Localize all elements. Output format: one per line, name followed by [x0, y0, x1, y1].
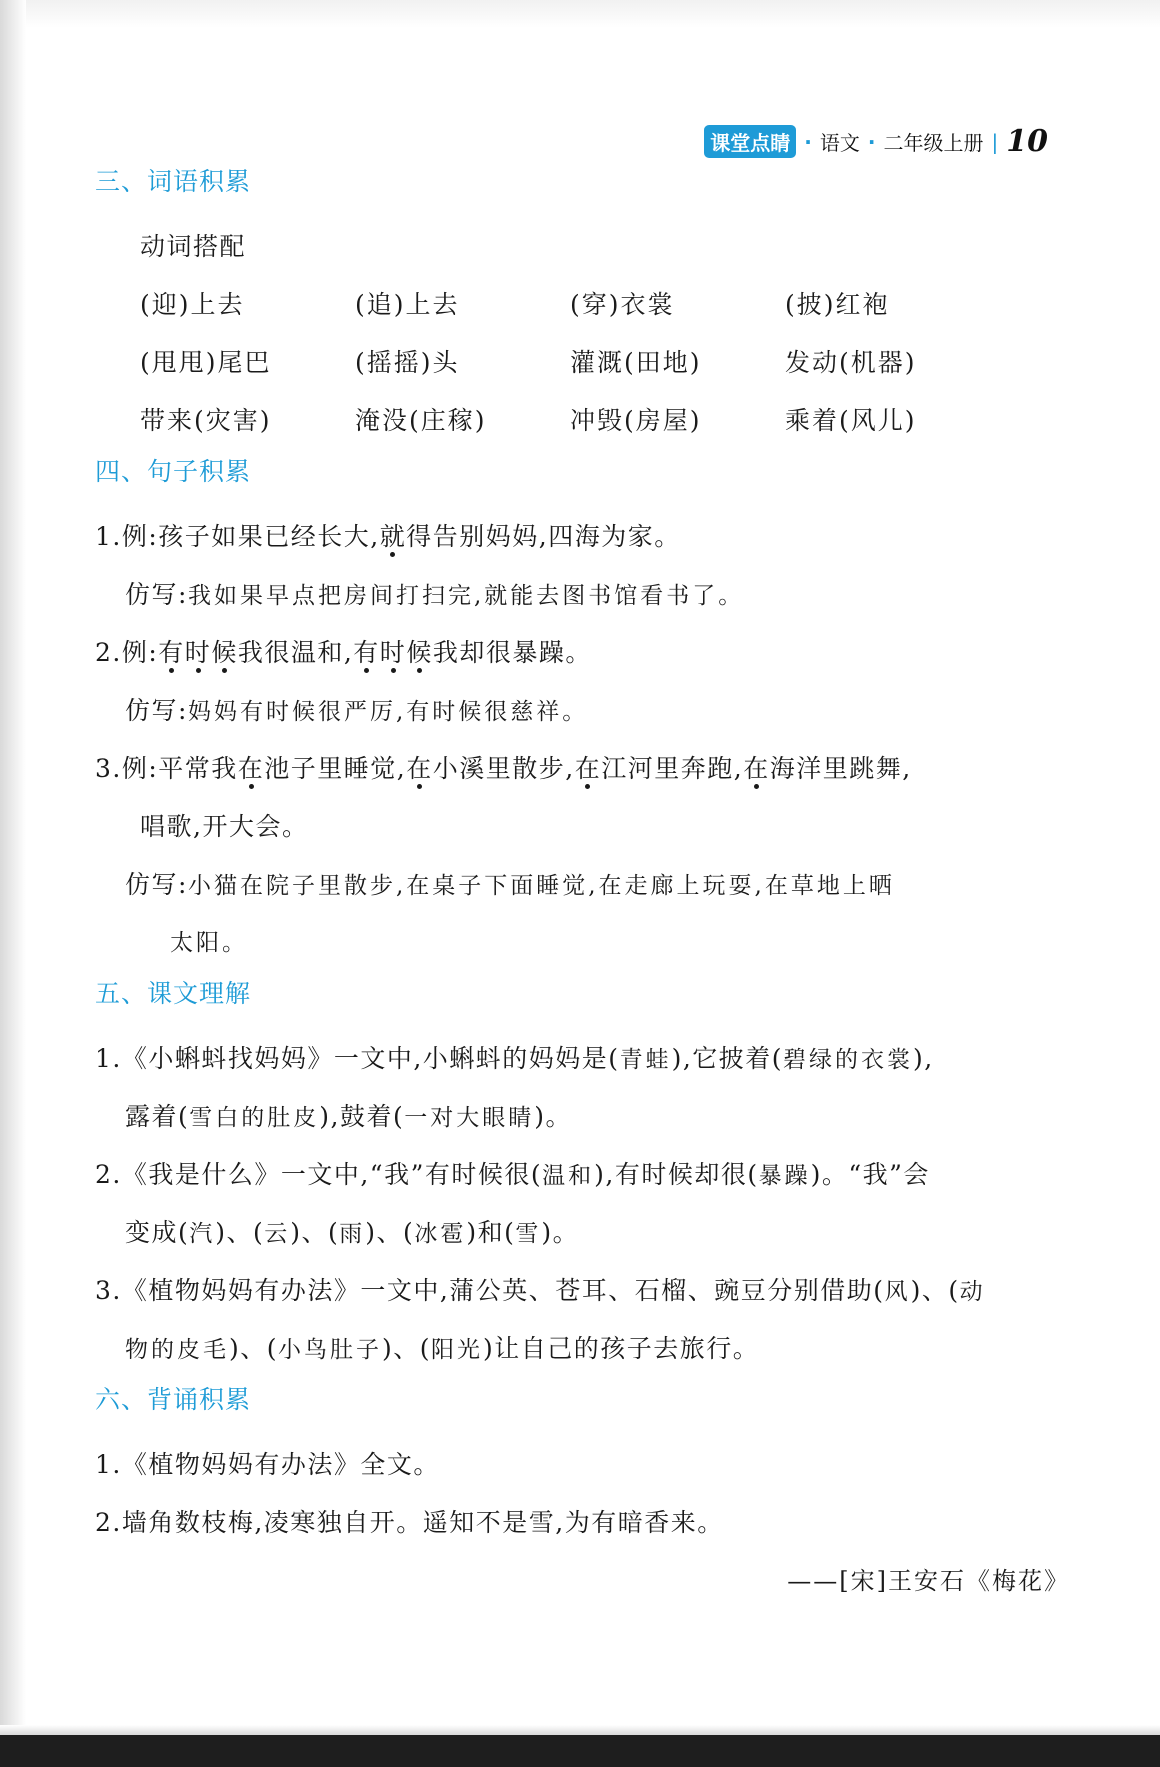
- text-span: )。: [534, 1102, 572, 1131]
- section-title-vocabulary: 三、词语积累: [95, 167, 252, 196]
- text-span: 得告别妈妈,四海为家。: [406, 522, 681, 551]
- text-span: )和(: [466, 1218, 516, 1247]
- emphasis-char: 在: [237, 754, 265, 783]
- example-sentence-3: [95, 740, 1070, 798]
- collocation-item: (穿)衣裳: [570, 290, 675, 319]
- emphasis-char: 在: [743, 754, 770, 783]
- answer-text: 冰雹: [414, 1221, 467, 1247]
- text-span: 江河里奔跑,: [601, 754, 744, 783]
- collocation-item: (披)红袍: [785, 290, 890, 319]
- example-sentence-3-cont: 唱歌,开大会。: [140, 812, 309, 841]
- comprehension-3: [95, 1262, 1070, 1320]
- recitation-1: 1.《植物妈妈有办法》全文。: [95, 1450, 440, 1479]
- imitation-label: 仿写:: [125, 580, 188, 609]
- section-title-sentences: 四、句子积累: [95, 457, 252, 486]
- emphasis-char: 有: [353, 638, 380, 667]
- text-span: 我很温和,: [237, 638, 354, 667]
- answer-text: 一对大眼睛: [404, 1105, 535, 1131]
- page-left-shadow: [0, 0, 26, 1730]
- poem-source: ——[宋]王安石《梅花》: [787, 1567, 1070, 1595]
- text-span: ),它披着(: [671, 1044, 784, 1073]
- emphasis-char: 时: [379, 638, 407, 667]
- imitation-1: [125, 566, 1070, 624]
- header-dot-2: ·: [867, 129, 876, 154]
- collocation-item: (甩甩)尾巴: [140, 348, 272, 377]
- emphasis-char: 有: [158, 638, 185, 667]
- imitation-answer: 我如果早点把房间打扫完,就能去图书馆看书了。: [187, 583, 745, 609]
- collocation-item: (追)上去: [355, 290, 460, 319]
- text-span: 3.例:平常我: [95, 754, 238, 783]
- text-span: 2.例:: [95, 638, 159, 667]
- text-span: )、(: [290, 1218, 340, 1247]
- collocation-item: (摇摇)头: [355, 348, 460, 377]
- answer-text: 汽: [189, 1221, 216, 1247]
- grade-label: 二年级上册: [883, 131, 984, 155]
- collocation-item: 冲毁(房屋): [570, 406, 702, 435]
- text-span: 3.《植物妈妈有办法》一文中,蒲公英、苍耳、石榴、豌豆分别借助(: [95, 1276, 885, 1305]
- page-number: 10: [1006, 124, 1048, 159]
- comprehension-1-cont: [125, 1088, 1070, 1146]
- text-span: 1.例:孩子如果已经长大,: [95, 522, 380, 551]
- answer-text: 动: [959, 1279, 986, 1305]
- imitation-2: [125, 682, 1070, 740]
- text-span: 1.《小蝌蚪找妈妈》一文中,小蝌蚪的妈妈是(: [95, 1044, 620, 1073]
- verb-collocation-grid: [140, 276, 1070, 450]
- text-span: )、(: [215, 1218, 265, 1247]
- section-title-recitation: 六、背诵积累: [95, 1385, 252, 1414]
- answer-text: 小鸟肚子: [278, 1337, 383, 1363]
- text-span: 变成(: [125, 1218, 190, 1247]
- answer-text: 阳光: [431, 1337, 484, 1363]
- subject-label: 语文: [819, 131, 860, 155]
- collocation-item: (迎)上去: [140, 290, 245, 319]
- answer-content: [95, 160, 1070, 1610]
- comprehension-2: [95, 1146, 1070, 1204]
- text-span: 海洋里跳舞,: [769, 754, 912, 783]
- answer-text: 暴躁: [758, 1163, 811, 1189]
- comprehension-1: [95, 1030, 1070, 1088]
- series-badge: 课堂点睛: [704, 125, 796, 158]
- emphasis-char: 候: [406, 638, 433, 667]
- text-span: ),鼓着(: [319, 1102, 405, 1131]
- imitation-3-cont: 太阳。: [170, 930, 248, 956]
- text-span: 露着(: [125, 1102, 190, 1131]
- answer-text: 碧绿的衣裳: [783, 1047, 914, 1073]
- example-sentence-1: [95, 508, 1070, 566]
- section-subtitle: 动词搭配: [140, 232, 247, 261]
- emphasis-char: 时: [184, 638, 212, 667]
- imitation-3: [125, 856, 1070, 914]
- header-divider: |: [991, 129, 999, 154]
- collocation-item: 淹没(庄稼): [355, 406, 487, 435]
- text-span: )让自己的孩子去旅行。: [483, 1334, 760, 1363]
- answer-text: 青蛙: [619, 1047, 672, 1073]
- answer-text: 雪白的肚皮: [189, 1105, 320, 1131]
- text-span: )、(: [910, 1276, 960, 1305]
- section-title-comprehension: 五、课文理解: [95, 979, 252, 1008]
- collocation-item: 乘着(风儿): [785, 406, 917, 435]
- example-sentence-2: [95, 624, 1070, 682]
- comprehension-2-cont: [125, 1204, 1070, 1262]
- answer-text: 云: [264, 1221, 291, 1247]
- imitation-label: 仿写:: [125, 696, 188, 725]
- text-span: )、(: [365, 1218, 415, 1247]
- answer-text: 物的皮毛: [125, 1337, 229, 1363]
- text-span: )、(: [382, 1334, 432, 1363]
- text-span: )。: [541, 1218, 580, 1247]
- imitation-label: 仿写:: [125, 870, 188, 899]
- text-span: ),: [913, 1044, 934, 1073]
- emphasis-char: 在: [406, 754, 433, 783]
- recitation-2: 2.墙角数枝梅,凌寒独自开。遥知不是雪,为有暗香来。: [95, 1508, 724, 1537]
- text-span: ),有时候却很(: [594, 1160, 759, 1189]
- text-span: 小溪里散步,: [432, 754, 575, 783]
- text-span: )。“我”会: [810, 1160, 930, 1189]
- answer-text: 温和: [542, 1163, 595, 1189]
- answer-text: 风: [884, 1279, 911, 1305]
- collocation-item: 发动(机器): [785, 348, 917, 377]
- collocation-item: 带来(灾害): [140, 406, 272, 435]
- collocation-item: 灌溉(田地): [570, 348, 702, 377]
- viewer-bottom-bar: [0, 1735, 1160, 1767]
- text-span: 池子里睡觉,: [264, 754, 407, 783]
- imitation-answer: 小猫在院子里散步,在桌子下面睡觉,在走廊上玩耍,在草地上晒: [187, 873, 895, 899]
- text-span: 2.《我是什么》一文中,“我”有时候很(: [95, 1160, 543, 1189]
- comprehension-3-cont: [125, 1320, 1070, 1378]
- emphasis-char: 候: [211, 638, 238, 667]
- text-span: )、(: [229, 1334, 279, 1363]
- emphasis-char: 就: [379, 522, 407, 551]
- page-header: [704, 124, 1048, 159]
- text-span: 我却很暴躁。: [432, 638, 592, 667]
- header-dot: ·: [804, 129, 812, 154]
- answer-text: 雨: [339, 1221, 366, 1247]
- page-bottom-shadow: [0, 1725, 1160, 1735]
- emphasis-char: 在: [574, 754, 602, 783]
- answer-text: 雪: [515, 1221, 542, 1247]
- page-top-edge: [0, 0, 1160, 28]
- imitation-answer: 妈妈有时候很严厉,有时候很慈祥。: [187, 699, 589, 725]
